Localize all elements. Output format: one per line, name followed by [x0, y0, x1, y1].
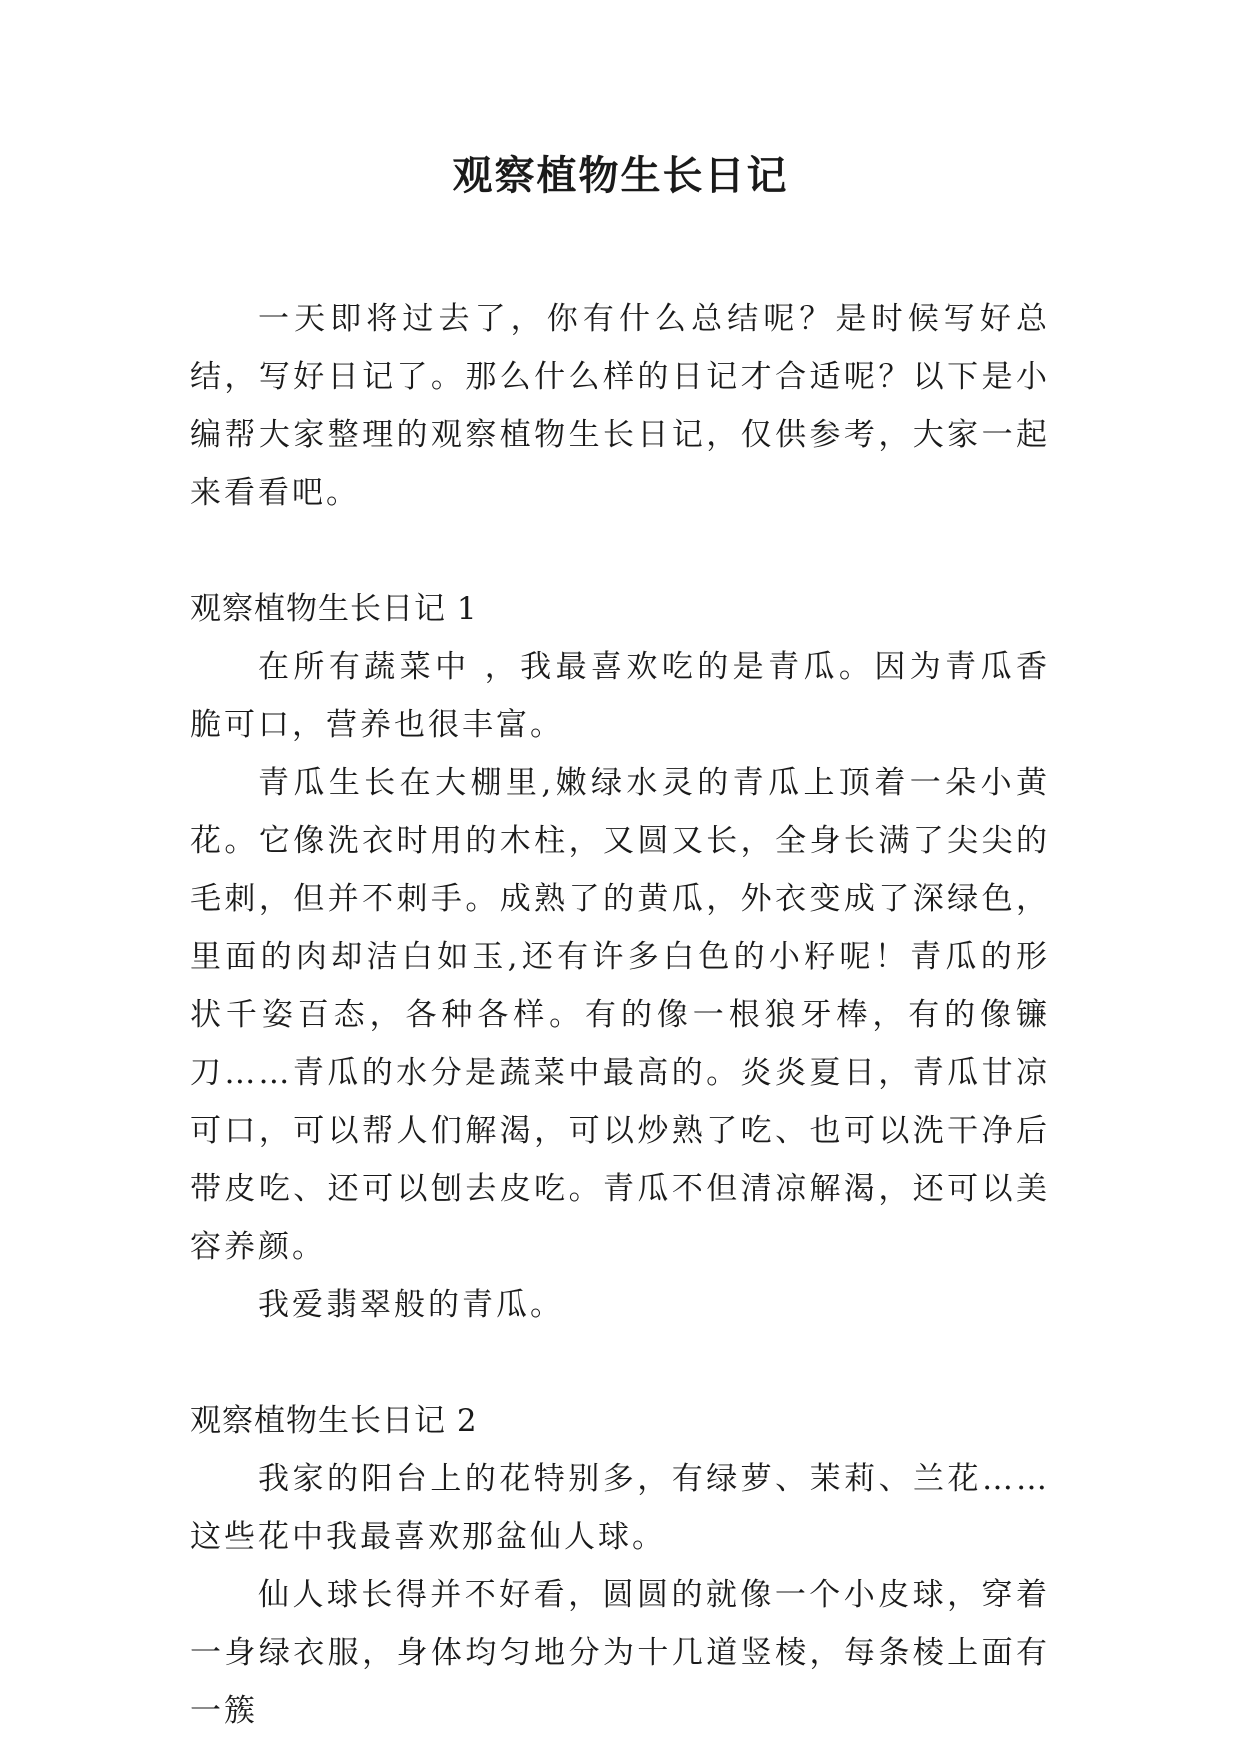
spacer: [190, 522, 1050, 580]
section-heading: 观察植物生长日记 1: [190, 591, 478, 627]
document-title: 观察植物生长日记: [452, 152, 789, 199]
spacer: [190, 1334, 1050, 1392]
intro-paragraph: 一天即将过去了，你有什么总结呢？是时候写好总结，写好日记了。那么什么样的日记才合适呢？以下是小编帮大家整理的观察植物生长日记，仅供参考，大家一起来看看吧。: [190, 301, 1050, 511]
section-paragraph: 我家的阳台上的花特别多，有绿萝、茉莉、兰花……这些花中我最喜欢那盆仙人球。: [190, 1461, 1050, 1555]
section-heading: 观察植物生长日记 2: [190, 1403, 478, 1439]
section-paragraph: 我爱翡翠般的青瓜。: [258, 1287, 564, 1323]
section-2: [190, 1392, 1050, 1740]
section-paragraph: 在所有蔬菜中 ，我最喜欢吃的是青瓜。因为青瓜香脆可口，营养也很丰富。: [190, 649, 1050, 743]
document-body: [190, 290, 1050, 1740]
section-paragraph: 仙人球长得并不好看，圆圆的就像一个小皮球，穿着一身绿衣服，身体均匀地分为十几道竖棱，每条棱上面有一簇: [190, 1577, 1050, 1729]
section-1: [190, 580, 1050, 1334]
section-paragraph: 青瓜生长在大棚里,嫩绿水灵的青瓜上顶着一朵小黄花。它像洗衣时用的木柱，又圆又长，全身长满了尖尖的毛刺，但并不刺手。成熟了的黄瓜，外衣变成了深绿色，里面的肉却洁白如玉,还有许多白色的小籽呢！青瓜的形状千姿百态，各种各样。有的像一根狼牙棒，有的像镰刀……青瓜的水分是蔬菜中最高的。炎炎夏日，青瓜甘凉可口，可以帮人们解渴，可以炒熟了吃、也可以洗干净后带皮吃、还可以刨去皮吃。青瓜不但清凉解渴，还可以美容养颜。: [190, 765, 1050, 1265]
